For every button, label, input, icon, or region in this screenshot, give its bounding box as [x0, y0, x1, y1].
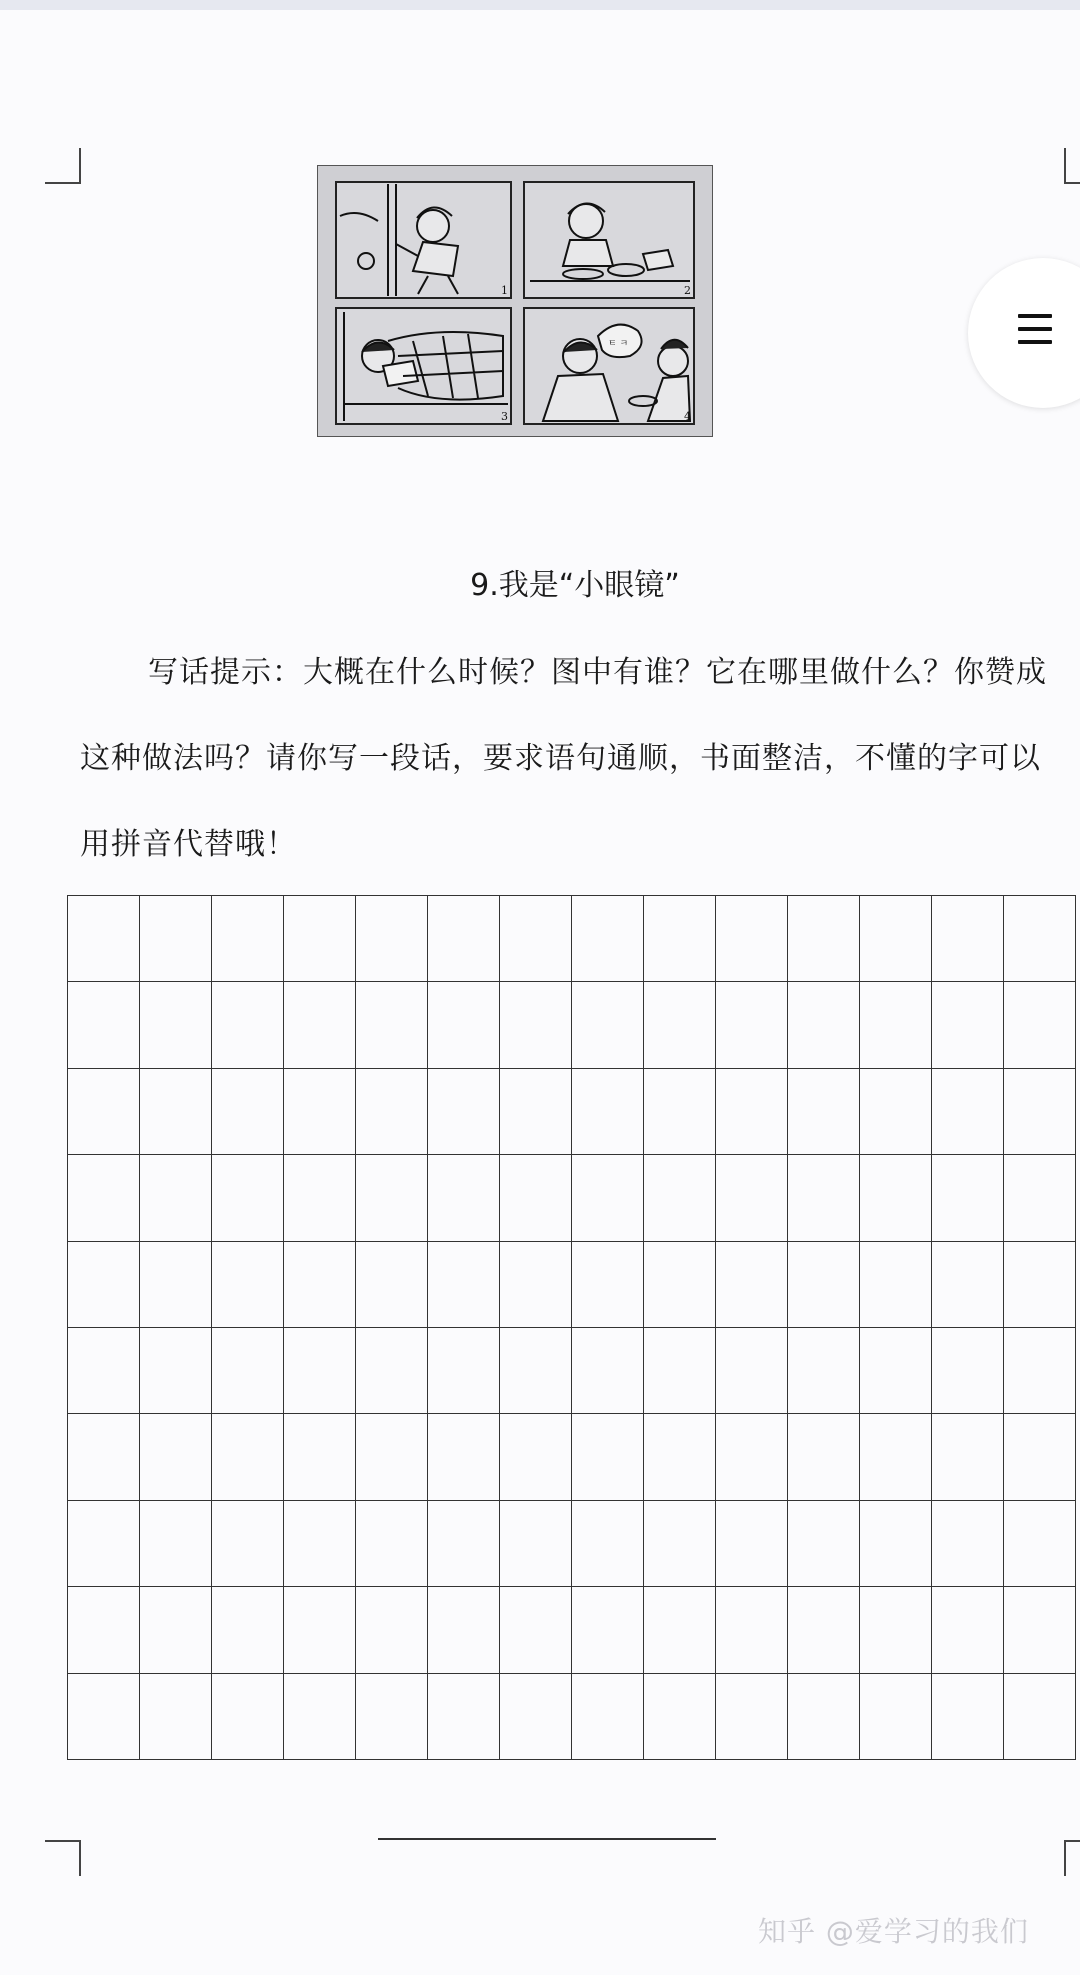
grid-cell: [932, 1155, 1004, 1241]
grid-cell: [716, 1328, 788, 1414]
footer-rule: [378, 1838, 716, 1840]
grid-cell: [644, 1242, 716, 1328]
grid-cell: [356, 1674, 428, 1760]
grid-cell: [212, 1069, 284, 1155]
exercise-title: 9.我是“小眼镜”: [470, 568, 680, 603]
grid-cell: [572, 1242, 644, 1328]
grid-cell: [932, 1414, 1004, 1500]
grid-cell: [284, 1414, 356, 1500]
grid-cell: [140, 1242, 212, 1328]
grid-cell: [284, 896, 356, 982]
grid-cell: [788, 1155, 860, 1241]
crop-mark-top-right: [1064, 148, 1080, 184]
writing-grid: [67, 895, 1076, 1760]
grid-cell: [356, 1328, 428, 1414]
grid-cell: [500, 1674, 572, 1760]
grid-cell: [572, 1587, 644, 1673]
grid-cell: [788, 1674, 860, 1760]
grid-cell: [140, 1414, 212, 1500]
grid-cell: [284, 982, 356, 1068]
grid-cell: [140, 1069, 212, 1155]
grid-cell: [1004, 1069, 1076, 1155]
watermark: 知乎 @爱学习的我们: [758, 1915, 1029, 1948]
grid-cell: [500, 1328, 572, 1414]
grid-cell: [572, 1155, 644, 1241]
grid-cell: [932, 982, 1004, 1068]
grid-cell: [140, 1328, 212, 1414]
grid-cell: [860, 1155, 932, 1241]
grid-cell: [428, 1155, 500, 1241]
grid-cell: [212, 1587, 284, 1673]
grid-cell: [284, 1155, 356, 1241]
grid-cell: [428, 1674, 500, 1760]
grid-cell: [68, 1414, 140, 1500]
grid-cell: [428, 896, 500, 982]
grid-cell: [68, 1501, 140, 1587]
grid-cell: [140, 982, 212, 1068]
grid-cell: [68, 982, 140, 1068]
grid-cell: [716, 1242, 788, 1328]
grid-cell: [500, 1242, 572, 1328]
grid-cell: [860, 1501, 932, 1587]
grid-cell: [1004, 1674, 1076, 1760]
grid-cell: [644, 1501, 716, 1587]
grid-cell: [140, 1587, 212, 1673]
grid-cell: [356, 1155, 428, 1241]
grid-cell: [428, 1414, 500, 1500]
grid-cell: [788, 1587, 860, 1673]
grid-cell: [716, 896, 788, 982]
grid-cell: [860, 1328, 932, 1414]
grid-cell: [140, 1674, 212, 1760]
grid-cell: [284, 1069, 356, 1155]
grid-cell: [572, 1674, 644, 1760]
comic-bubble-text: ㅌ ㅋ: [608, 339, 629, 349]
grid-cell: [212, 1674, 284, 1760]
comic-panel-number-2: 2: [684, 284, 691, 297]
grid-cell: [716, 1414, 788, 1500]
grid-cell: [356, 1069, 428, 1155]
writing-prompt: 写话提示：大概在什么时候？图中有谁？它在哪里做什么？你赞成这种做法吗？请你写一段话，要求语句通顺，书面整洁，不懂的字可以用拼音代替哦！: [80, 655, 1047, 862]
grid-cell: [356, 1414, 428, 1500]
grid-cell: [572, 982, 644, 1068]
grid-cell: [572, 896, 644, 982]
grid-cell: [284, 1501, 356, 1587]
grid-cell: [212, 896, 284, 982]
grid-cell: [140, 1501, 212, 1587]
grid-cell: [428, 982, 500, 1068]
grid-cell: [68, 1587, 140, 1673]
grid-cell: [644, 1674, 716, 1760]
grid-cell: [788, 1242, 860, 1328]
grid-cell: [68, 1674, 140, 1760]
grid-cell: [284, 1674, 356, 1760]
grid-cell: [428, 1242, 500, 1328]
grid-cell: [716, 982, 788, 1068]
grid-cell: [716, 1587, 788, 1673]
grid-cell: [932, 1587, 1004, 1673]
grid-cell: [788, 896, 860, 982]
grid-cell: [716, 1069, 788, 1155]
grid-cell: [1004, 1587, 1076, 1673]
grid-cell: [788, 1414, 860, 1500]
grid-cell: [356, 982, 428, 1068]
grid-cell: [500, 1155, 572, 1241]
grid-cell: [500, 1587, 572, 1673]
crop-mark-bottom-left: [45, 1840, 81, 1876]
grid-cell: [68, 1242, 140, 1328]
grid-cell: [716, 1155, 788, 1241]
grid-cell: [356, 896, 428, 982]
grid-cell: [212, 1155, 284, 1241]
grid-cell: [572, 1414, 644, 1500]
grid-cell: [500, 896, 572, 982]
grid-cell: [500, 1069, 572, 1155]
grid-cell: [932, 1674, 1004, 1760]
grid-cell: [284, 1587, 356, 1673]
grid-cell: [860, 1242, 932, 1328]
grid-cell: [140, 1155, 212, 1241]
grid-cell: [212, 1242, 284, 1328]
grid-cell: [932, 896, 1004, 982]
grid-cell: [860, 982, 932, 1068]
grid-cell: [284, 1242, 356, 1328]
grid-cell: [860, 896, 932, 982]
grid-cell: [644, 1414, 716, 1500]
grid-cell: [1004, 982, 1076, 1068]
grid-cell: [788, 1328, 860, 1414]
grid-cell: [788, 1501, 860, 1587]
grid-cell: [644, 982, 716, 1068]
grid-cell: [716, 1674, 788, 1760]
grid-cell: [1004, 1414, 1076, 1500]
grid-cell: [572, 1069, 644, 1155]
crop-mark-top-left: [45, 148, 81, 184]
grid-cell: [932, 1328, 1004, 1414]
grid-cell: [428, 1587, 500, 1673]
grid-cell: [1004, 1328, 1076, 1414]
grid-cell: [644, 1587, 716, 1673]
grid-cell: [1004, 1501, 1076, 1587]
grid-cell: [212, 1501, 284, 1587]
grid-cell: [860, 1674, 932, 1760]
grid-cell: [788, 982, 860, 1068]
grid-cell: [932, 1242, 1004, 1328]
grid-cell: [212, 1414, 284, 1500]
grid-cell: [68, 1069, 140, 1155]
grid-cell: [860, 1414, 932, 1500]
grid-cell: [68, 896, 140, 982]
grid-cell: [356, 1242, 428, 1328]
grid-cell: [644, 1069, 716, 1155]
grid-cell: [1004, 1242, 1076, 1328]
grid-cell: [212, 982, 284, 1068]
grid-cell: [572, 1501, 644, 1587]
grid-cell: [500, 982, 572, 1068]
grid-cell: [1004, 896, 1076, 982]
grid-cell: [644, 1155, 716, 1241]
grid-cell: [428, 1069, 500, 1155]
grid-cell: [716, 1501, 788, 1587]
grid-cell: [68, 1155, 140, 1241]
grid-cell: [356, 1501, 428, 1587]
grid-cell: [356, 1587, 428, 1673]
grid-cell: [860, 1069, 932, 1155]
comic-panel-number-1: 1: [501, 284, 508, 297]
grid-cell: [932, 1501, 1004, 1587]
grid-cell: [500, 1414, 572, 1500]
grid-cell: [572, 1328, 644, 1414]
comic-panel-number-3: 3: [501, 410, 508, 423]
grid-cell: [644, 1328, 716, 1414]
crop-mark-bottom-right: [1064, 1840, 1080, 1876]
menu-icon: [1018, 314, 1052, 353]
grid-cell: [284, 1328, 356, 1414]
grid-cell: [788, 1069, 860, 1155]
grid-cell: [860, 1587, 932, 1673]
top-bar: [0, 0, 1080, 10]
grid-cell: [428, 1501, 500, 1587]
grid-cell: [644, 896, 716, 982]
grid-cell: [428, 1328, 500, 1414]
comic-illustration: [317, 165, 713, 437]
grid-cell: [212, 1328, 284, 1414]
grid-cell: [68, 1328, 140, 1414]
comic-panel-number-4: 4: [684, 410, 691, 423]
grid-cell: [1004, 1155, 1076, 1241]
grid-cell: [932, 1069, 1004, 1155]
menu-button[interactable]: [968, 258, 1080, 408]
grid-cell: [500, 1501, 572, 1587]
grid-cell: [140, 896, 212, 982]
